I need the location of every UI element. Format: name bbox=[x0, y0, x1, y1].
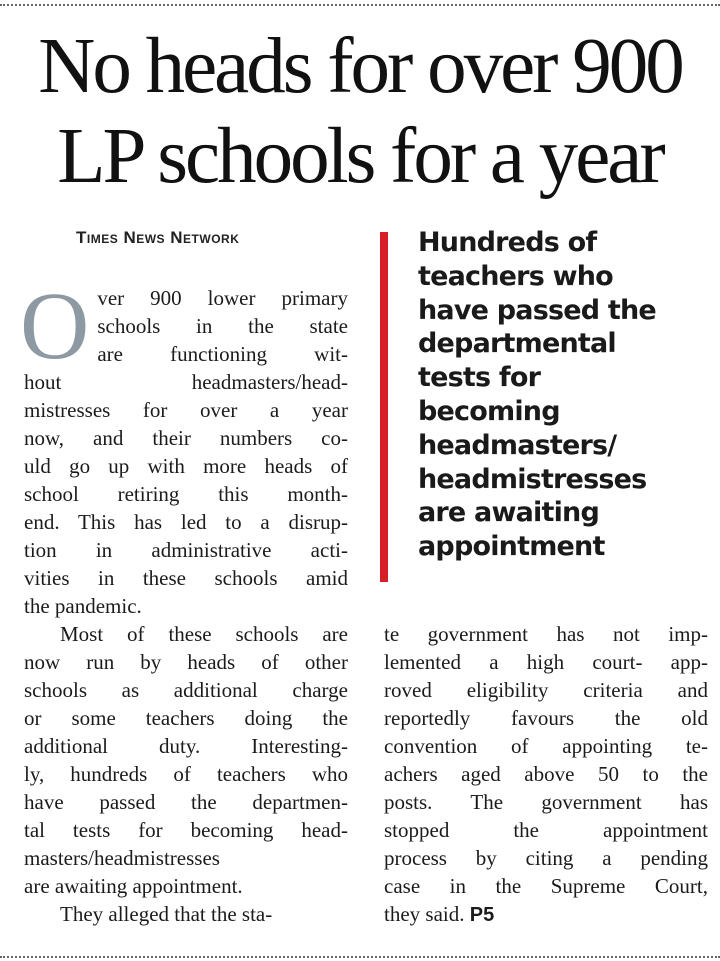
paragraph-3 bbox=[24, 900, 348, 928]
right-column bbox=[384, 620, 708, 929]
para1-line: uld go up with more heads of bbox=[24, 454, 348, 478]
top-dotted-border bbox=[0, 4, 720, 6]
para2-line: are awaiting appointment. bbox=[24, 874, 243, 898]
para1-line: school retiring this month- bbox=[24, 482, 348, 506]
para2-line: masters/headmistresses bbox=[24, 846, 220, 870]
right-last-line bbox=[384, 900, 708, 929]
pull-quote-line: tests for bbox=[418, 362, 541, 394]
drop-cap: O bbox=[20, 272, 90, 379]
pull-quote-line: appointment bbox=[418, 531, 605, 563]
pull-quote-line: Hundreds of bbox=[418, 227, 597, 258]
para1-line: tion in administrative acti- bbox=[24, 538, 348, 562]
right-line: lemented a high court- app- bbox=[384, 650, 708, 674]
para1-line: are functioning wit- bbox=[97, 342, 348, 366]
pull-quote-line: headmistresses bbox=[418, 463, 647, 495]
left-column bbox=[20, 272, 348, 928]
paragraph-2 bbox=[24, 620, 348, 900]
pull-quote-line: are awaiting bbox=[418, 497, 599, 529]
bottom-dotted-border bbox=[0, 956, 720, 958]
para2-line: tal tests for becoming head- bbox=[24, 818, 348, 842]
para1-line: hout headmasters/head- bbox=[24, 370, 348, 394]
headline-line-2: LP schools for a year bbox=[57, 113, 663, 200]
para2-line: or some teachers doing the bbox=[24, 706, 348, 730]
para2-line: now run by heads of other bbox=[24, 650, 348, 674]
para1-line: ver 900 lower primary bbox=[97, 286, 348, 310]
para1-line: now, and their numbers co- bbox=[24, 426, 348, 450]
pull-quote-accent-bar bbox=[380, 232, 388, 582]
right-line: roved eligibility criteria and bbox=[384, 678, 708, 702]
headline bbox=[10, 22, 710, 202]
para1-line: end. This has led to a disrup- bbox=[24, 510, 348, 534]
para1-line: schools in the state bbox=[97, 314, 348, 338]
right-line: case in the Supreme Court, bbox=[384, 874, 708, 898]
right-line: posts. The government has bbox=[384, 790, 708, 814]
right-line: convention of appointing te- bbox=[384, 734, 708, 758]
para1-line: the pandemic. bbox=[24, 594, 142, 618]
pull-quote-line: departmental bbox=[418, 328, 616, 360]
pull-quote-line: becoming bbox=[418, 395, 560, 427]
para3-line: They alleged that the sta- bbox=[60, 902, 273, 926]
para2-line: ly, hundreds of teachers who bbox=[24, 762, 348, 786]
pull-quote bbox=[418, 226, 713, 564]
headline-line-1: No heads for over 900 bbox=[38, 23, 682, 110]
para2-line: additional duty. Interesting- bbox=[24, 734, 348, 758]
right-line: reportedly favours the old bbox=[384, 706, 708, 730]
right-line: achers aged above 50 to the bbox=[384, 762, 708, 786]
right-line: stopped the appointment bbox=[384, 818, 708, 842]
pull-quote-line: teachers who bbox=[418, 260, 613, 292]
para2-line: Most of these schools are bbox=[60, 622, 348, 646]
right-line: process by citing a pending bbox=[384, 846, 708, 870]
para2-line: schools as additional charge bbox=[24, 678, 348, 702]
pull-quote-line: headmasters/ bbox=[418, 429, 617, 461]
byline: Times News Network bbox=[76, 228, 240, 247]
para1-line: mistresses for over a year bbox=[24, 398, 348, 422]
para1-line: vities in these schools amid bbox=[24, 566, 348, 590]
right-line: they said. bbox=[384, 902, 465, 926]
para2-line: have passed the departmen- bbox=[24, 790, 348, 814]
page-reference-link[interactable]: P5 bbox=[469, 904, 495, 926]
pull-quote-line: have passed the bbox=[418, 294, 656, 326]
right-line: te government has not imp- bbox=[384, 622, 708, 646]
